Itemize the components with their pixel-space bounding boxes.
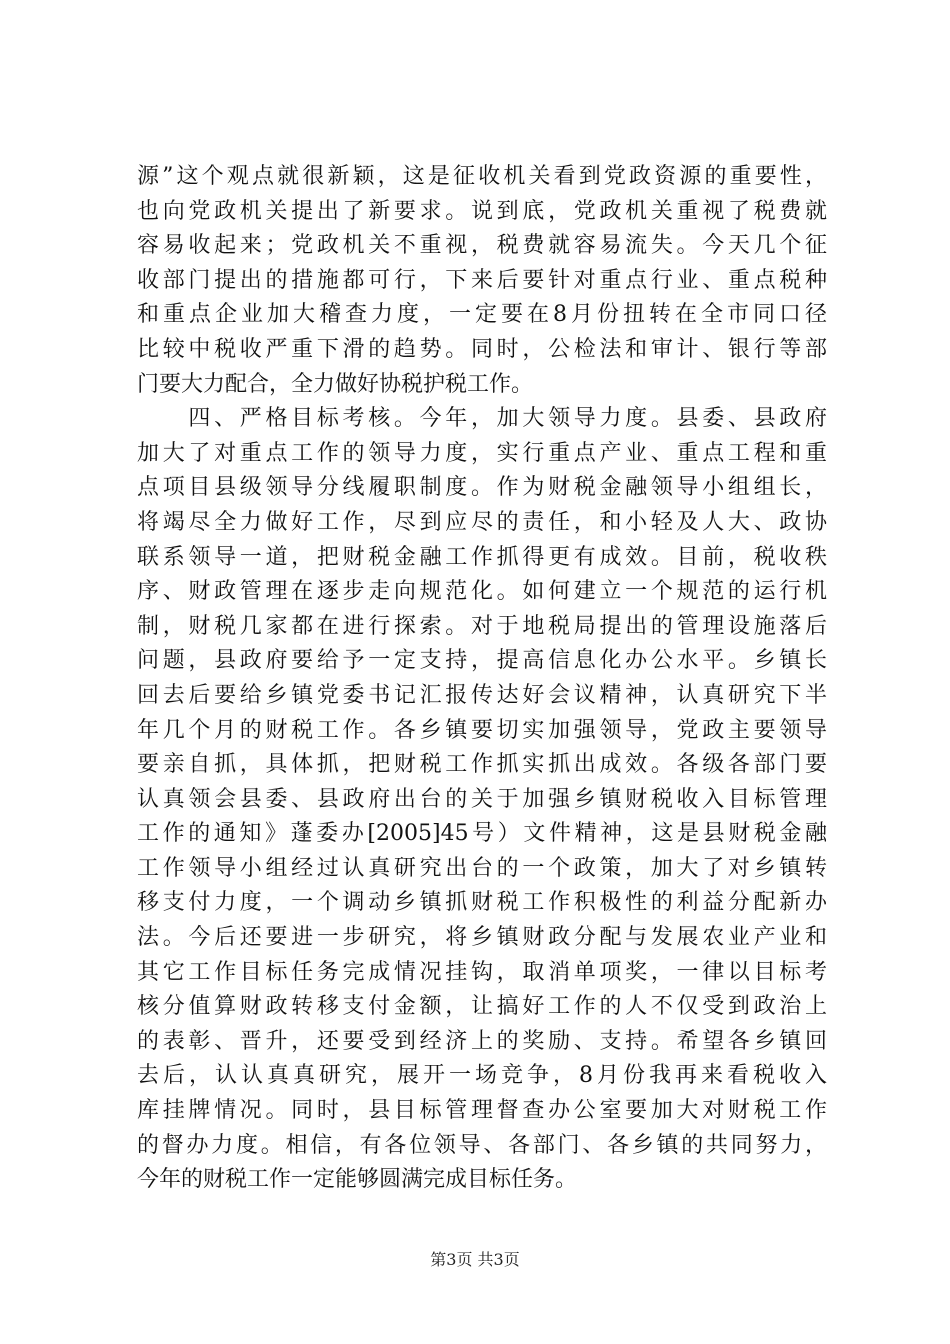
- text-line: 年几个月的财税工作。各乡镇要切实加强领导，党政主要领导: [137, 717, 827, 743]
- text-line: 库挂牌情况。同时，县目标管理督查办公室要加大对财税工作: [137, 1098, 827, 1124]
- text-line: 移支付力度，一个调动乡镇抓财税工作积极性的利益分配新办: [137, 890, 827, 916]
- text-line: 制，财税几家都在进行探索。对于地税局提出的管理设施落后: [137, 613, 827, 639]
- text-line: 源”这个观点就很新颖，这是征收机关看到党政资源的重要性，: [137, 164, 827, 189]
- text-line: 和重点企业加大稽查力度，一定要在8月份扭转在全市同口径: [137, 302, 827, 328]
- text-line: 去后，认认真真研究，展开一场竞争，8月份我再来看税收入: [137, 1063, 827, 1089]
- text-line: 将竭尽全力做好工作，尽到应尽的责任，和小轻及人大、政协: [137, 509, 827, 535]
- text-line: 联系领导一道，把财税金融工作抓得更有成效。目前，税收秩: [137, 544, 827, 570]
- text-line: 其它工作目标任务完成情况挂钩，取消单项奖，一律以目标考: [137, 959, 827, 985]
- text-line: 要亲自抓，具体抓，把财税工作抓实抓出成效。各级各部门要: [137, 752, 827, 778]
- text-line: 工作领导小组经过认真研究出台的一个政策，加大了对乡镇转: [137, 855, 827, 881]
- text-line: 加大了对重点工作的领导力度，实行重点产业、重点工程和重: [137, 440, 827, 466]
- document-body: [137, 160, 827, 1198]
- text-line: 法。今后还要进一步研究，将乡镇财政分配与发展农业产业和: [137, 925, 827, 951]
- text-line: 容易收起来；党政机关不重视，税费就容易流失。今天几个征: [137, 233, 827, 259]
- text-line: 点项目县级领导分线履职制度。作为财税金融领导小组组长，: [137, 475, 827, 501]
- text-line: 四、严格目标考核。今年，加大领导力度。县委、县政府: [137, 406, 827, 432]
- text-line: 工作的通知》蓬委办[2005]45号）文件精神，这是县财税金融: [137, 821, 827, 847]
- text-line: 的表彰、晋升，还要受到经济上的奖励、支持。希望各乡镇回: [137, 1028, 827, 1054]
- text-line: 今年的财税工作一定能够圆满完成目标任务。: [137, 1167, 578, 1193]
- text-line: 认真领会县委、县政府出台的关于加强乡镇财税收入目标管理: [137, 786, 827, 812]
- text-line: 门要大力配合，全力做好协税护税工作。: [137, 371, 534, 397]
- text-line: 序、财政管理在逐步走向规范化。如何建立一个规范的运行机: [137, 579, 827, 605]
- text-line: 的督办力度。相信，有各位领导、各部门、各乡镇的共同努力，: [137, 1132, 827, 1158]
- text-line: 比较中税收严重下滑的趋势。同时，公检法和审计、银行等部: [137, 336, 827, 362]
- text-line: 也向党政机关提出了新要求。说到底，党政机关重视了税费就: [137, 198, 827, 224]
- text-line: 收部门提出的措施都可行，下来后要针对重点行业、重点税种: [137, 267, 827, 293]
- page-footer: 第3页 共3页: [430, 1250, 520, 1269]
- text-line: 问题，县政府要给予一定支持，提高信息化办公水平。乡镇长: [137, 648, 827, 674]
- text-line: 回去后要给乡镇党委书记汇报传达好会议精神，认真研究下半: [137, 682, 827, 708]
- text-line: 核分值算财政转移支付金额，让搞好工作的人不仅受到政治上: [137, 994, 827, 1020]
